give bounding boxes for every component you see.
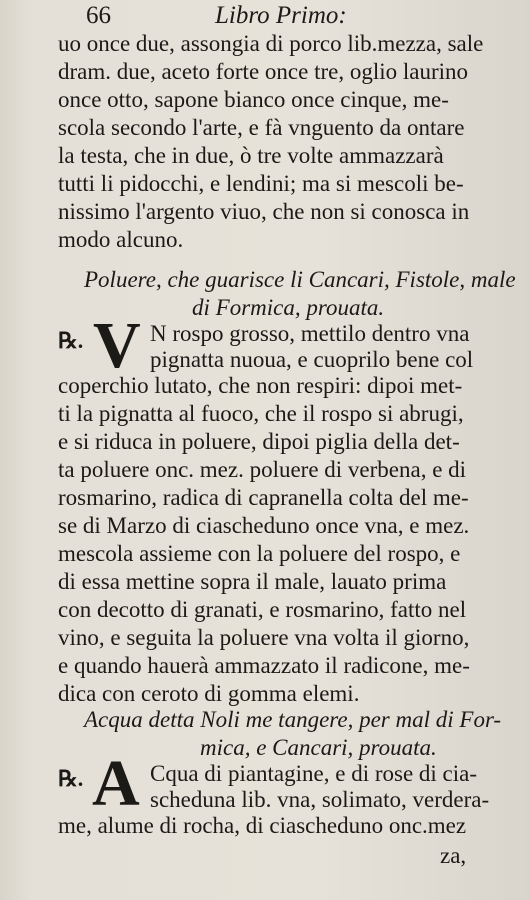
text-line: uo once due, assongia di porco lib.mezza, sale [58, 31, 484, 56]
recipe-title-line: Poluere, che guarisce li Cancari, Fistole, male [84, 267, 516, 292]
text-line: N rospo grosso, mettilo dentro vna [150, 321, 470, 346]
text-line: rosmarino, radica di capranella colta del me- [58, 485, 469, 510]
text-line: once otto, sapone bianco once cinque, me- [58, 87, 449, 112]
text-line: vino, e seguita la poluere vna volta il giorno, [58, 625, 470, 650]
text-line: dram. due, aceto forte once tre, oglio laurino [58, 59, 469, 84]
text-line: e si riduca in poluere, dipoi piglia della det- [58, 429, 460, 454]
text-line: la testa, che in due, ò tre volte ammazzarà [58, 143, 444, 168]
text-line: pignatta nuoua, e cuoprilo bene col [150, 347, 474, 372]
catchword: za, [440, 843, 467, 868]
drop-cap: V [93, 309, 141, 382]
text-line: ti la pignatta al fuoco, che il rospo si abrugi, [58, 401, 464, 426]
text-line: se di Marzo di ciascheduno once vna, e mez. [58, 513, 470, 538]
text-line: nissimo l'argento viuo, che non si conosca in [58, 199, 470, 224]
text-line: me, alume di rocha, di ciascheduno onc.mez [58, 813, 467, 838]
text-line: di essa mettine sopra il male, lauato prima [58, 569, 447, 594]
page-header [58, 2, 518, 30]
recipe-mark: ℞. [58, 766, 84, 791]
text-line: e quando hauerà ammazzato il radicone, me- [58, 653, 470, 678]
recipe-title-line: di Formica, prouata. [192, 295, 385, 320]
recipe-title-line: Acqua detta Noli me tangere, per mal di For- [84, 707, 502, 732]
text-line: scola secondo l'arte, e fà vnguento da ontare [58, 115, 465, 140]
text-line: dica con ceroto di gomma elemi. [58, 681, 360, 706]
recipe-title-line: mica, e Cancari, prouata. [200, 735, 437, 760]
text-line: tutti li pidocchi, e lendini; ma si mescoli be- [58, 171, 464, 196]
text-line: ta poluere onc. mez. poluere di verbena, e di [58, 457, 467, 482]
text-line: coperchio lutato, che non respiri: dipoi met- [58, 373, 463, 398]
text-line: mescola assieme con la poluere del rospo, e [58, 541, 461, 566]
running-title: Libro Primo: [215, 2, 347, 29]
drop-cap: A [92, 747, 140, 820]
page-number: 66 [86, 2, 111, 29]
text-line: con decotto di granati, e rosmarino, fatto nel [58, 597, 467, 622]
text-line: modo alcuno. [58, 227, 184, 252]
recipe-mark: ℞. [58, 328, 84, 353]
text-line: Cqua di piantagine, e di rose di cia- [150, 761, 478, 786]
text-line: scheduna lib. vna, solimato, verdera- [150, 787, 490, 812]
